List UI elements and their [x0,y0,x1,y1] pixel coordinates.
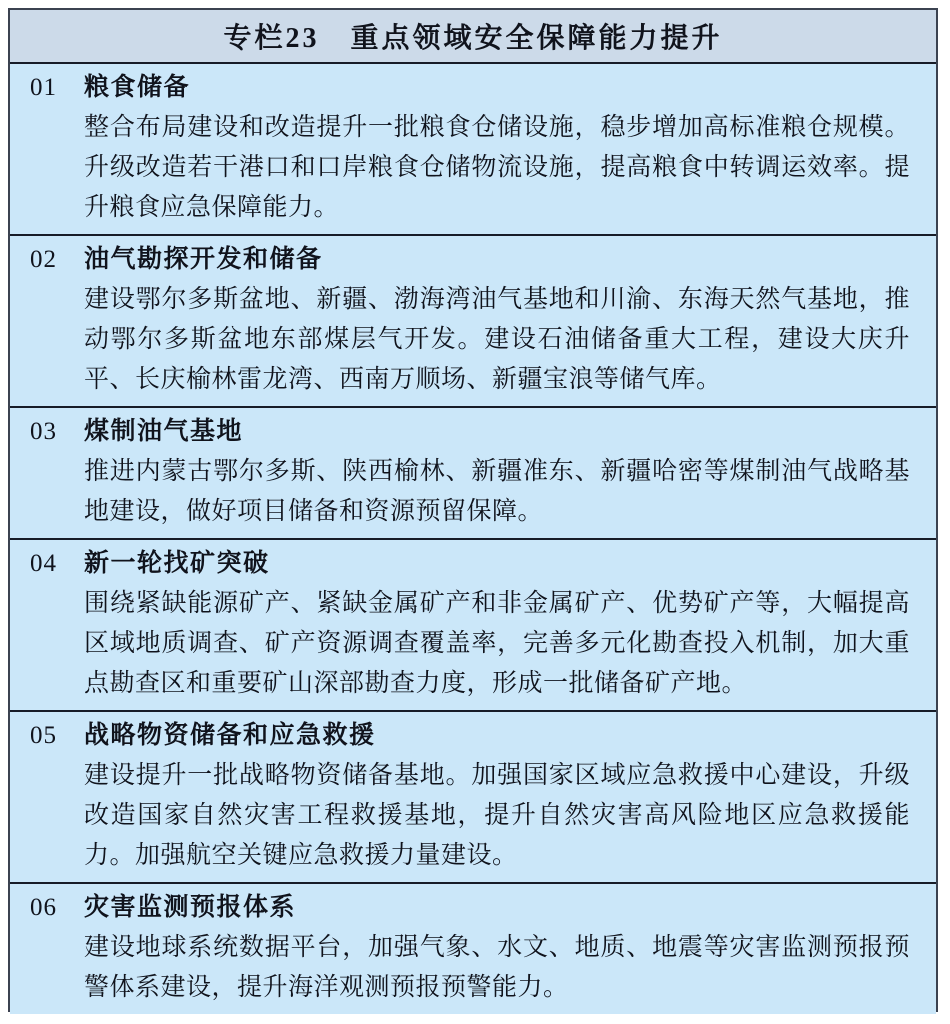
section-head [30,716,910,756]
section-number: 05 [30,722,57,749]
section-title: 粮食储备 [84,74,191,101]
section-body-text: 建设地球系统数据平台，加强气象、水文、地质、地震等灾害监测预报预警体系建设，提升海洋观测预报预警能力。 [84,934,910,1001]
section-02 [10,236,936,408]
section-03 [10,408,936,540]
section-number: 04 [30,550,57,577]
section-01 [10,64,936,236]
section-body-text: 整合布局建设和改造提升一批粮食仓储设施，稳步增加高标准粮仓规模。升级改造若干港口和口岸粮食仓储物流设施，提高粮食中转调运效率。提升粮食应急保障能力。 [84,114,910,221]
section-05 [10,712,936,884]
section-title: 新一轮找矿突破 [84,550,270,577]
panel-title: 专栏23 重点领域安全保障能力提升 [223,23,723,54]
panel-sections [10,64,936,1014]
panel-box [8,8,938,1012]
section-title: 灾害监测预报体系 [84,894,297,921]
section-body-text: 建设提升一批战略物资储备基地。加强国家区域应急救援中心建设，升级改造国家自然灾害工程救援基地，提升自然灾害高风险地区应急救援能力。加强航空关键应急救援力量建设。 [84,762,910,869]
section-title: 煤制油气基地 [84,418,244,445]
section-title: 油气勘探开发和储备 [84,246,323,273]
section-06 [10,884,936,1014]
section-body-text: 推进内蒙古鄂尔多斯、陕西榆林、新疆准东、新疆哈密等煤制油气战略基地建设，做好项目储备和资源预留保障。 [84,458,910,525]
section-body-text: 建设鄂尔多斯盆地、新疆、渤海湾油气基地和川渝、东海天然气基地，推动鄂尔多斯盆地东部煤层气开发。建设石油储备重大工程，建设大庆升平、长庆榆林雷龙湾、西南万顺场、新疆宝浪等储气库。 [84,286,910,393]
section-title: 战略物资储备和应急救援 [84,722,376,749]
section-number: 01 [30,74,57,101]
section-head [30,888,910,928]
section-04 [10,540,936,712]
section-head [30,68,910,108]
section-head [30,544,910,584]
panel-header [10,10,936,64]
section-number: 02 [30,246,57,273]
section-head [30,240,910,280]
section-number: 03 [30,418,57,445]
section-number: 06 [30,894,57,921]
section-body-text: 围绕紧缺能源矿产、紧缺金属矿产和非金属矿产、优势矿产等，大幅提高区域地质调查、矿产资源调查覆盖率，完善多元化勘查投入机制，加大重点勘查区和重要矿山深部勘查力度，形成一批储备矿产地。 [84,590,910,697]
section-head [30,412,910,452]
